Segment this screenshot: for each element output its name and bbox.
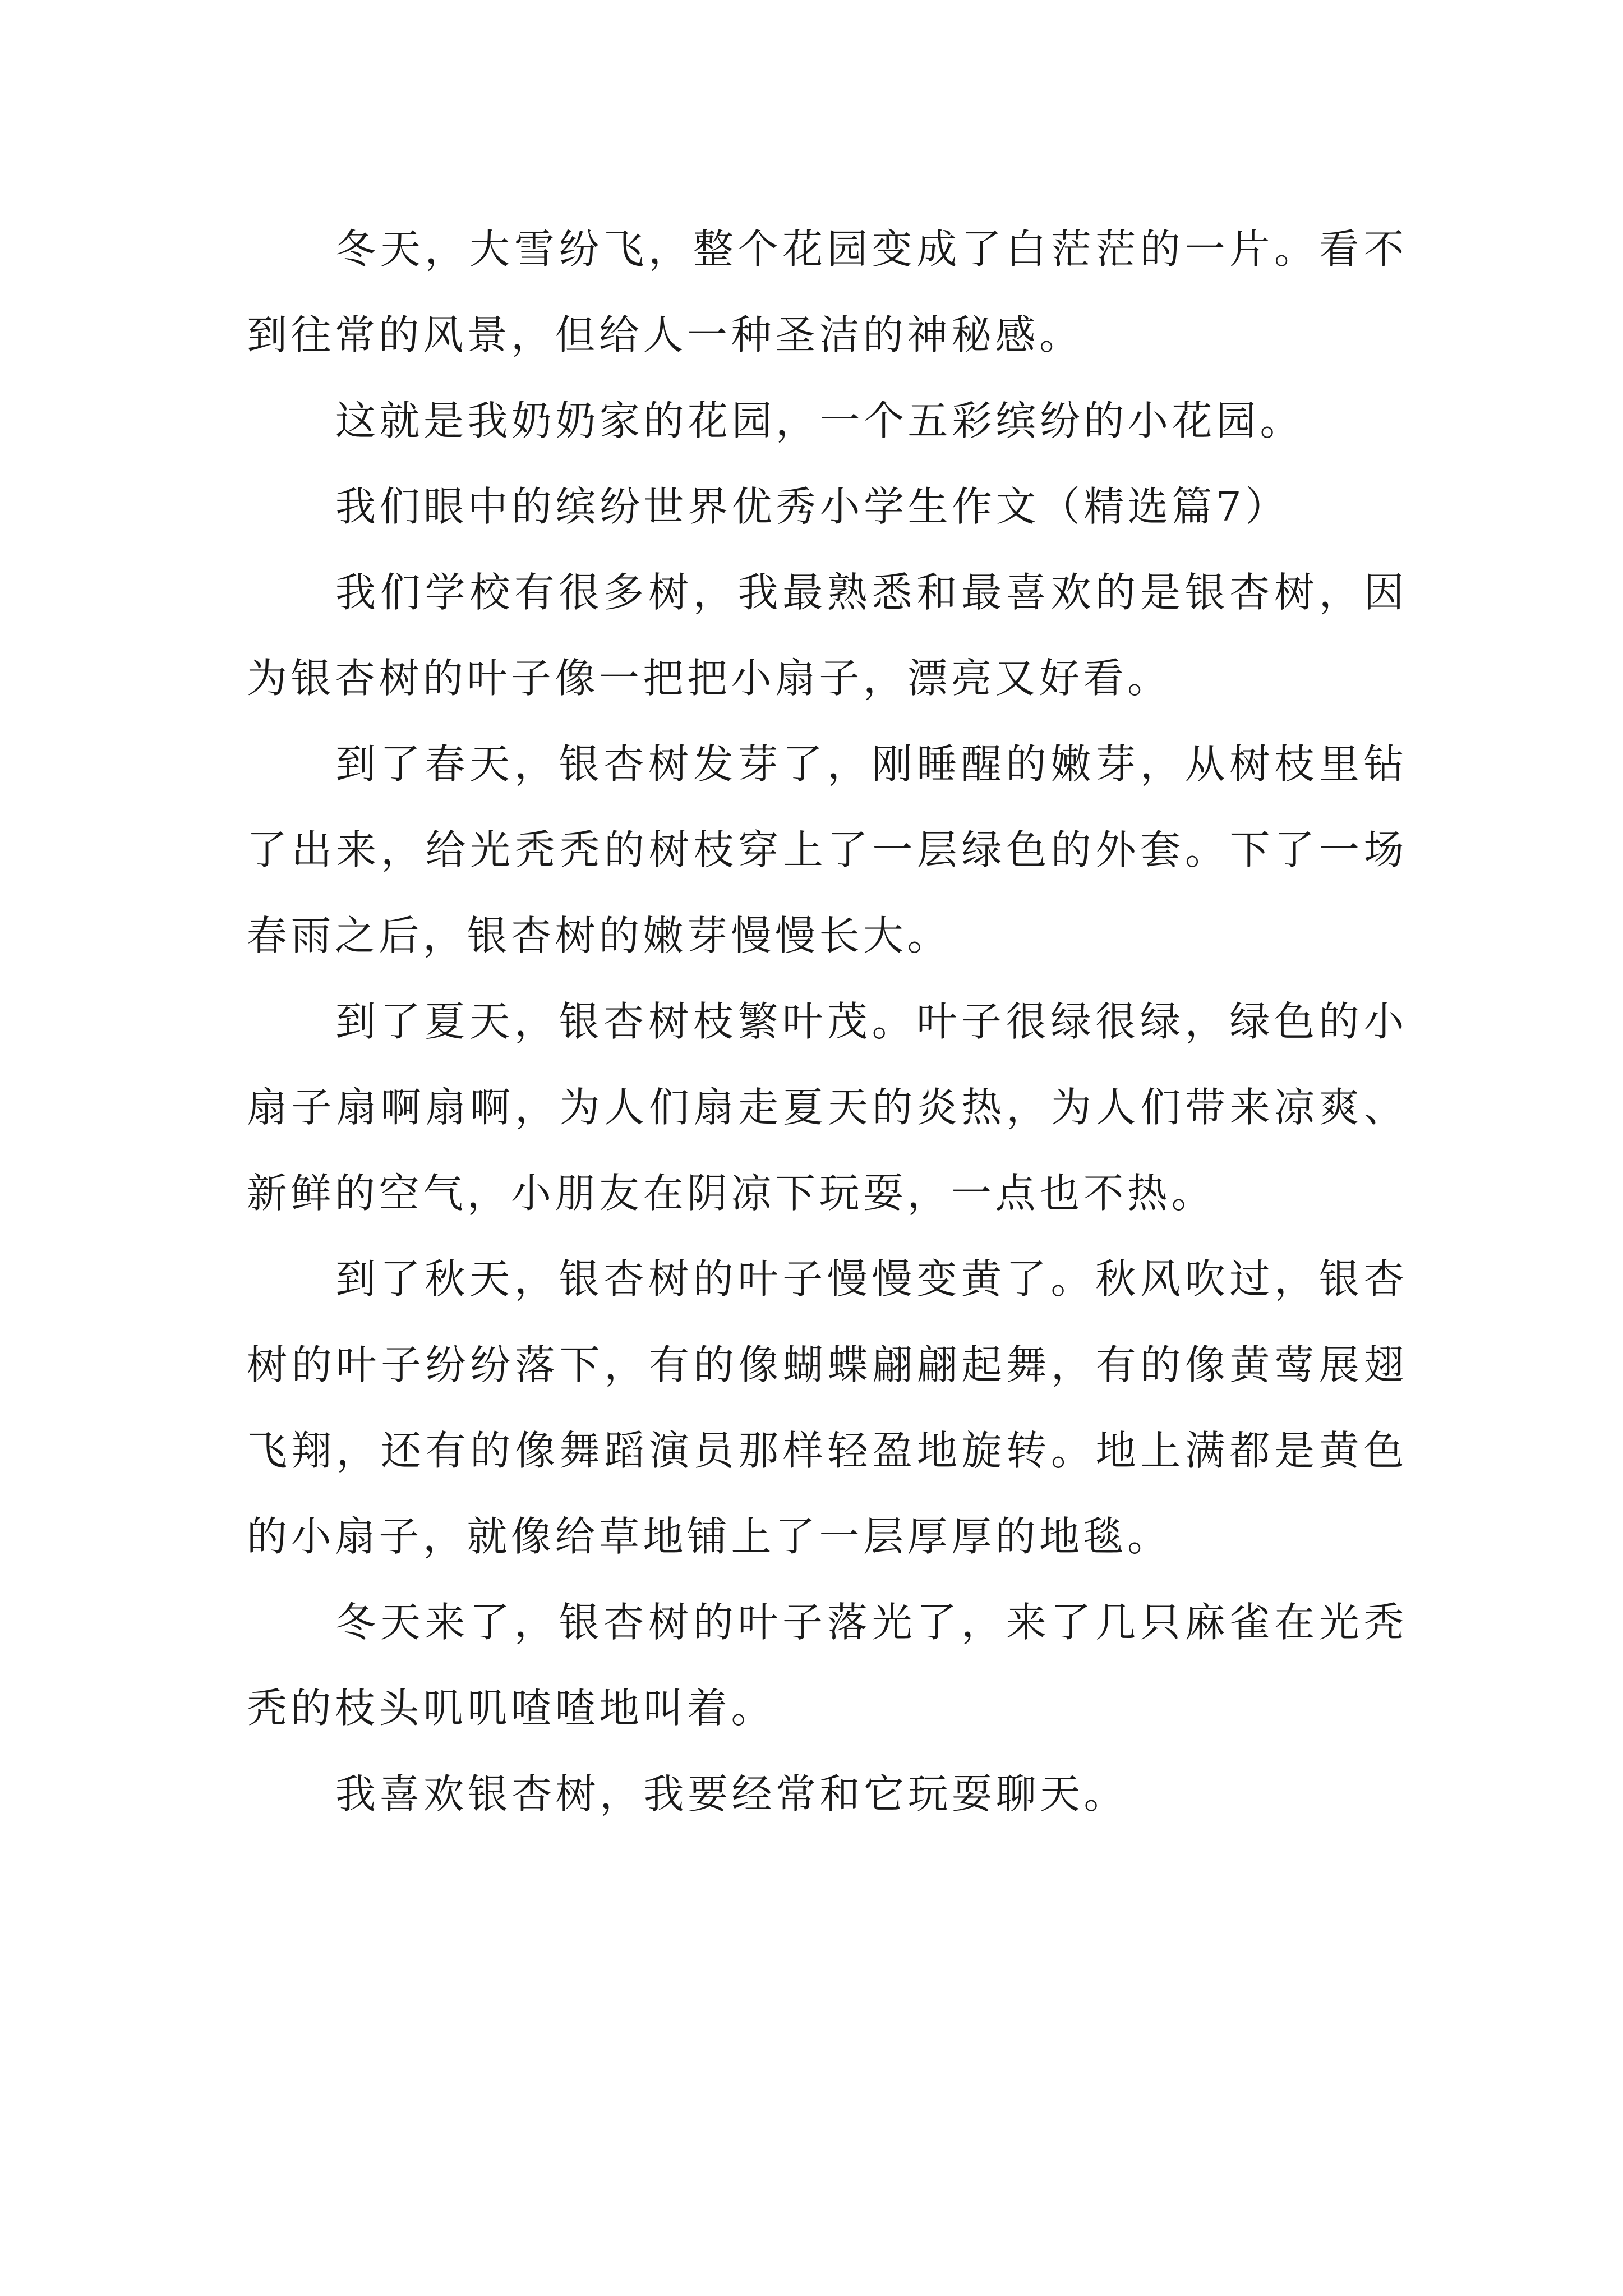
essay-heading: 我们眼中的缤纷世界优秀小学生作文（精选篇7） — [335, 483, 1289, 530]
paragraph: 这就是我奶奶家的花园，一个五彩缤纷的小花园。 — [335, 397, 1304, 444]
paragraph: 到了夏天，银杏树枝繁叶茂。叶子很绿很绿，绿色的小扇子扇啊扇啊，为人们扇走夏天的炎热，为人们带来凉爽、新鲜的空气，小朋友在阴凉下玩耍，一点也不热。 — [247, 998, 1408, 1217]
paragraph: 冬天，大雪纷飞，整个花园变成了白茫茫的一片。看不到往常的风景，但给人一种圣洁的神秘感。 — [247, 226, 1408, 358]
essay-body — [247, 206, 1408, 1837]
paragraph: 到了春天，银杏树发芽了，刚睡醒的嫩芽，从树枝里钻了出来，给光秃秃的树枝穿上了一层绿色的外套。下了一场春雨之后，银杏树的嫩芽慢慢长大。 — [247, 740, 1408, 959]
paragraph: 我喜欢银杏树，我要经常和它玩耍聊天。 — [335, 1770, 1128, 1818]
paragraph: 冬天来了，银杏树的叶子落光了，来了几只麻雀在光秃秃的枝头叽叽喳喳地叫着。 — [247, 1599, 1408, 1732]
paragraph: 我们学校有很多树，我最熟悉和最喜欢的是银杏树，因为银杏树的叶子像一把把小扇子，漂亮又好看。 — [247, 569, 1408, 702]
paragraph: 到了秋天，银杏树的叶子慢慢变黄了。秋风吹过，银杏树的叶子纷纷落下，有的像蝴蝶翩翩起舞，有的像黄莺展翅飞翔，还有的像舞蹈演员那样轻盈地旋转。地上满都是黄色的小扇子，就像给草地铺上了一层厚厚的地毯。 — [247, 1255, 1408, 1560]
